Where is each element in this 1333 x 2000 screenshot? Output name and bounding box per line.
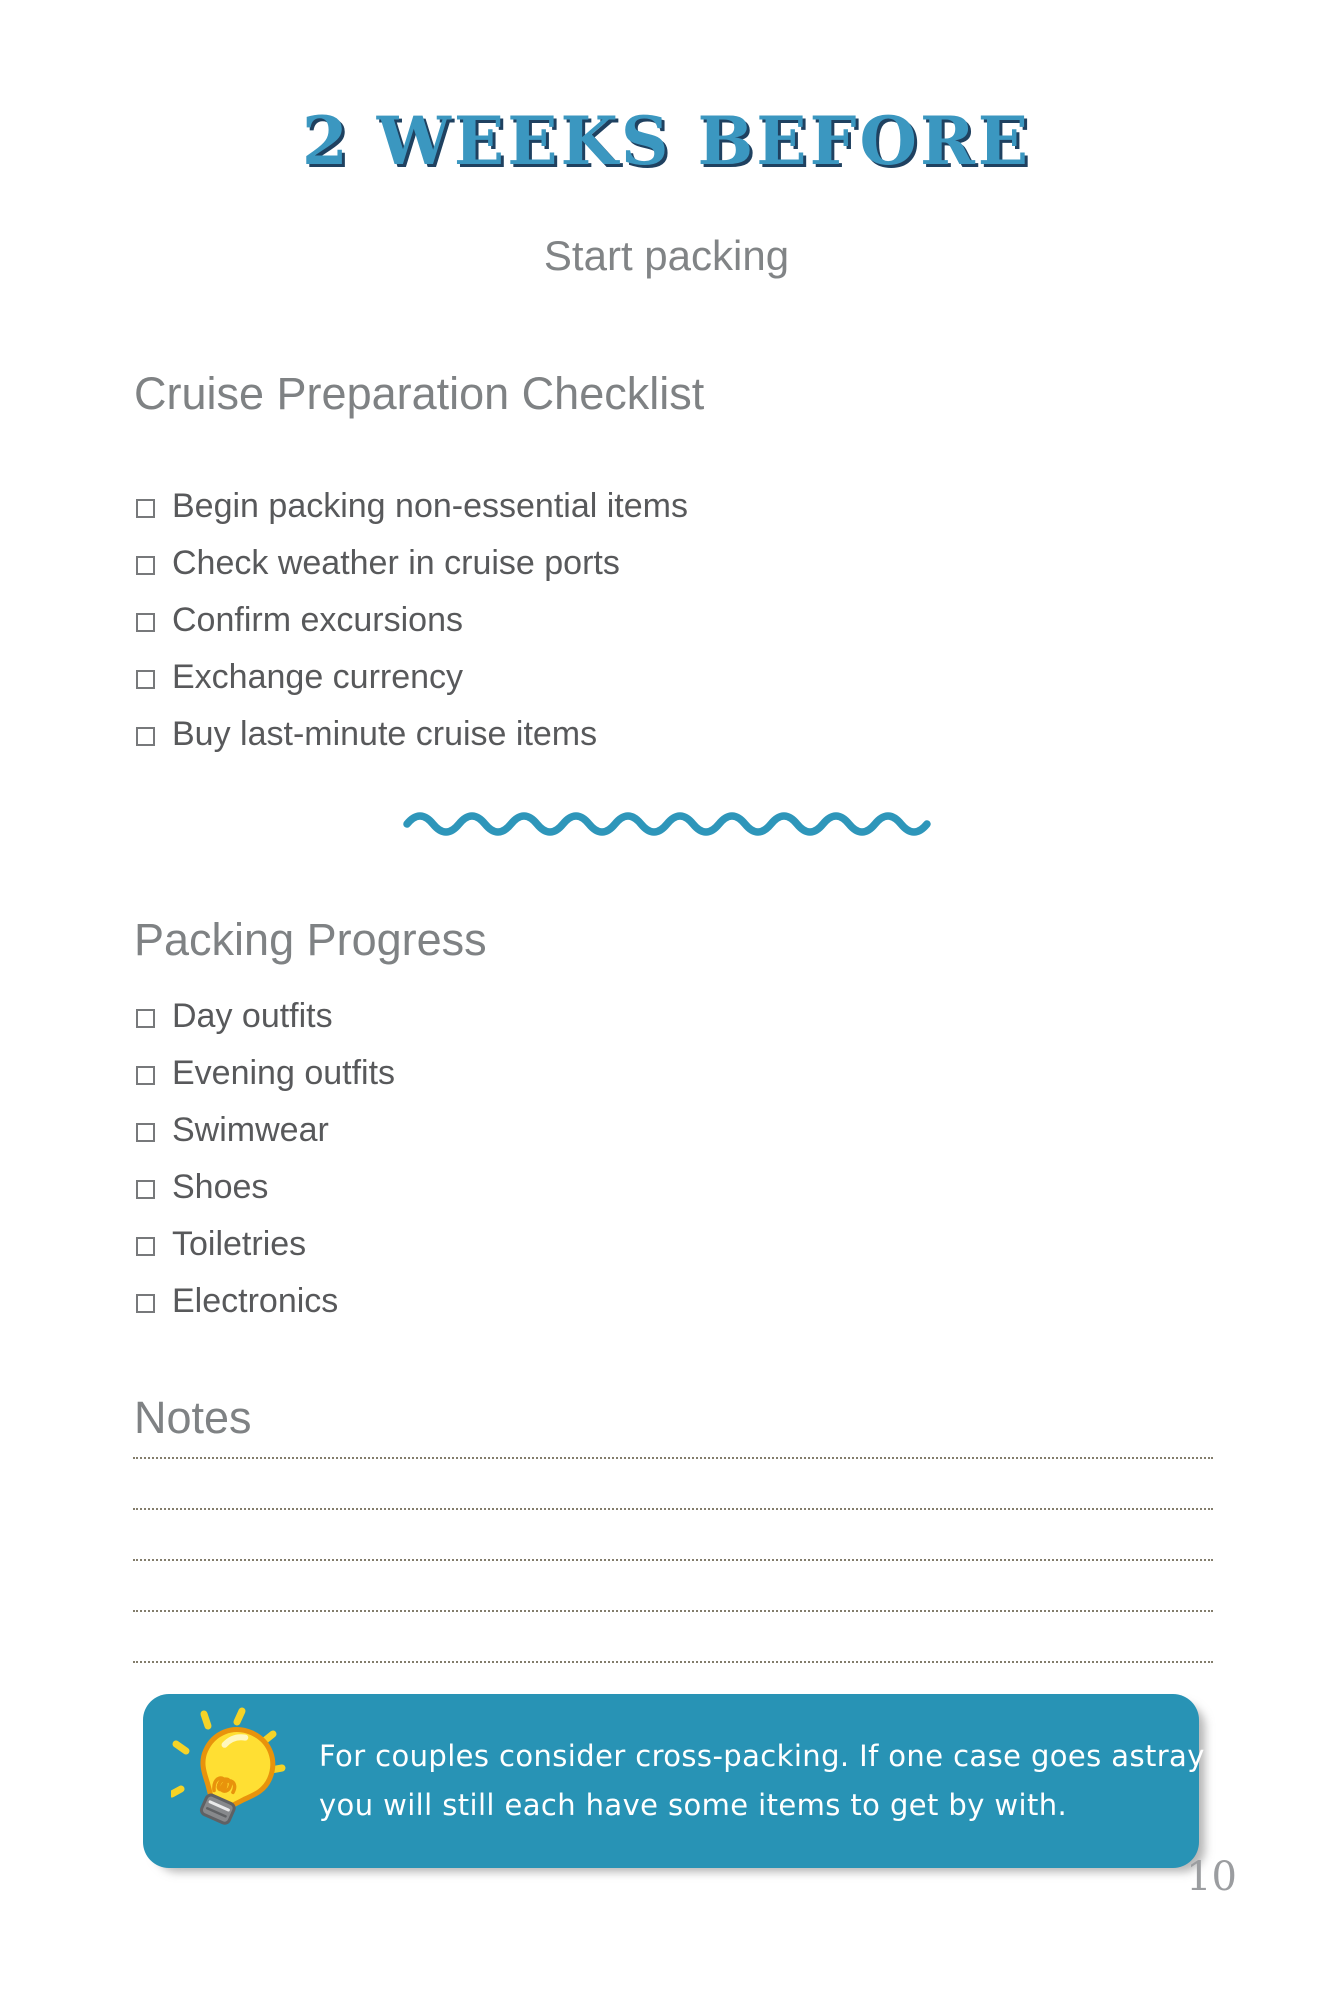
tip-callout [143,1694,1205,1868]
checkbox-icon [136,613,155,632]
checklist-item [136,1159,395,1216]
checkbox-icon [136,670,155,689]
checklist-item [136,1216,395,1273]
checklist-item-label: Exchange currency [172,658,464,696]
notes-heading: Notes [134,1392,252,1443]
checkbox-icon [136,1294,155,1313]
checkbox-icon [136,1066,155,1085]
page-title: 2 WEEKS BEFORE [301,102,1032,180]
ruled-line [133,1510,1213,1561]
cruise-checklist [136,478,688,763]
wave-divider [0,802,1333,841]
checklist-item [136,592,688,649]
packing-progress-heading: Packing Progress [134,914,487,965]
ruled-line [133,1612,1213,1663]
checklist-item-label: Toiletries [172,1225,307,1263]
checklist-item-label: Confirm excursions [172,601,463,639]
ruled-line [133,1459,1213,1510]
checkbox-icon [136,727,155,746]
checklist-item-label: Swimwear [172,1111,329,1149]
page-number: 10 [1186,1854,1237,1900]
checklist-item [136,478,688,535]
checklist-item [136,649,688,706]
checklist-item-label: Begin packing non-essential items [172,487,688,525]
checklist-item [136,706,688,763]
checklist-item [136,535,688,592]
checklist-item [136,1273,395,1330]
checkbox-icon [136,1237,155,1256]
ruled-line [133,1561,1213,1612]
lightbulb-icon [171,1704,293,1854]
checkbox-icon [136,499,155,518]
wave-line-icon [402,802,932,836]
tip-text [319,1732,1205,1830]
tip-text-line: For couples consider cross-packing. If one case goes astray [319,1739,1205,1773]
checkbox-icon [136,1123,155,1142]
checkbox-icon [136,1180,155,1199]
checkbox-icon [136,1009,155,1028]
checklist-item-label: Evening outfits [172,1054,396,1092]
checkbox-icon [136,556,155,575]
ruled-line [133,1408,1213,1459]
checklist-item [136,1102,395,1159]
checklist-item [136,1045,395,1102]
checklist-item-label: Buy last-minute cruise items [172,715,598,753]
notes-ruled-lines [133,1408,1213,1663]
packing-checklist [136,988,395,1330]
tip-text-line: you will still each have some items to get by with. [319,1788,1068,1822]
checklist-item-label: Electronics [172,1282,339,1320]
page-subtitle: Start packing [543,232,790,279]
checklist-item-label: Shoes [172,1168,269,1206]
cruise-checklist-heading: Cruise Preparation Checklist [134,368,705,419]
checklist-item [136,988,395,1045]
checklist-item-label: Check weather in cruise ports [172,544,620,582]
checklist-item-label: Day outfits [172,997,333,1035]
